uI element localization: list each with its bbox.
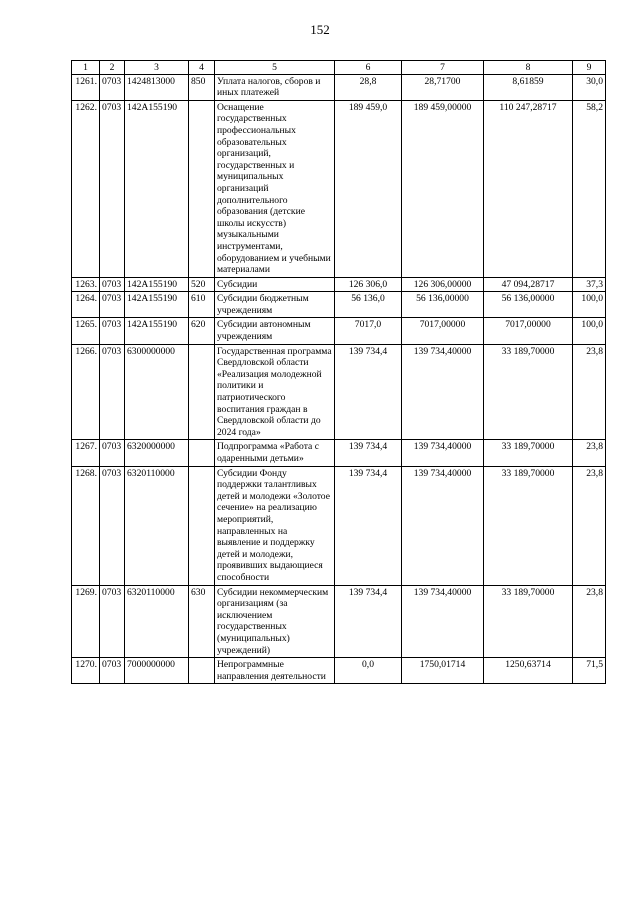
target-article-cell: 7000000000 [125,658,189,684]
section-code-cell: 0703 [100,658,125,684]
executed-amount-cell: 1250,63714 [484,658,573,684]
approved-amount-cell: 7017,00000 [402,318,484,344]
execution-percent-cell: 23,8 [573,585,606,658]
column-header: 6 [335,61,402,75]
execution-percent-cell: 58,2 [573,100,606,277]
executed-amount-cell: 56 136,00000 [484,292,573,318]
table-header-row [72,61,606,75]
row-number-cell: 1264. [72,292,100,318]
section-code-cell: 0703 [100,318,125,344]
executed-amount-cell: 33 189,70000 [484,466,573,585]
row-number-cell: 1269. [72,585,100,658]
row-number-cell: 1267. [72,440,100,466]
column-header: 3 [125,61,189,75]
approved-amount-cell: 56 136,00000 [402,292,484,318]
expense-type-cell: 520 [189,277,215,292]
expense-type-cell: 850 [189,74,215,100]
approved-amount-cell: 189 459,00000 [402,100,484,277]
expense-type-cell: 630 [189,585,215,658]
budget-table [71,60,606,684]
table-row [72,318,606,344]
row-number-cell: 1263. [72,277,100,292]
executed-amount-cell: 8,61859 [484,74,573,100]
target-article-cell: 1424813000 [125,74,189,100]
approved-amount-cell: 139 734,40000 [402,344,484,440]
row-number-cell: 1266. [72,344,100,440]
table-row [72,440,606,466]
table-row [72,466,606,585]
approved-amount-cell: 126 306,00000 [402,277,484,292]
execution-percent-cell: 71,5 [573,658,606,684]
column-header: 8 [484,61,573,75]
section-code-cell: 0703 [100,440,125,466]
item-name-cell: Субсидии Фонду поддержки талантливых детей и молодежи «Золотое сечение» на реализацию мероприятий, направленных на выявление и поддержку детей и молодежи, проявивших выдающиеся способности [215,466,335,585]
column-header: 7 [402,61,484,75]
target-article-cell: 142A155190 [125,292,189,318]
planned-amount-cell: 28,8 [335,74,402,100]
execution-percent-cell: 37,3 [573,277,606,292]
item-name-cell: Уплата налогов, сборов и иных платежей [215,74,335,100]
column-header: 4 [189,61,215,75]
target-article-cell: 6320000000 [125,440,189,466]
planned-amount-cell: 56 136,0 [335,292,402,318]
item-name-cell: Субсидии автономным учреждениям [215,318,335,344]
planned-amount-cell: 189 459,0 [335,100,402,277]
planned-amount-cell: 7017,0 [335,318,402,344]
table-row [72,658,606,684]
approved-amount-cell: 139 734,40000 [402,585,484,658]
section-code-cell: 0703 [100,466,125,585]
table-row [72,292,606,318]
section-code-cell: 0703 [100,292,125,318]
target-article-cell: 6320110000 [125,585,189,658]
approved-amount-cell: 1750,01714 [402,658,484,684]
executed-amount-cell: 110 247,28717 [484,100,573,277]
expense-type-cell [189,466,215,585]
table-row [72,585,606,658]
section-code-cell: 0703 [100,74,125,100]
section-code-cell: 0703 [100,585,125,658]
executed-amount-cell: 33 189,70000 [484,440,573,466]
row-number-cell: 1265. [72,318,100,344]
planned-amount-cell: 0,0 [335,658,402,684]
target-article-cell: 142A155190 [125,318,189,344]
column-header: 2 [100,61,125,75]
executed-amount-cell: 7017,00000 [484,318,573,344]
target-article-cell: 142A155190 [125,277,189,292]
executed-amount-cell: 47 094,28717 [484,277,573,292]
column-header: 1 [72,61,100,75]
item-name-cell: Непрограммные направления деятельности [215,658,335,684]
item-name-cell: Оснащение государственных профессиональных образовательных организаций, государственных и муниципальных организаций дополнительного образования (детские школы искусств) музыкальными инструментами, оборудованием и учебными материалами [215,100,335,277]
expense-type-cell [189,344,215,440]
target-article-cell: 6300000000 [125,344,189,440]
row-number-cell: 1261. [72,74,100,100]
table-row [72,344,606,440]
page-number: 152 [310,22,330,37]
executed-amount-cell: 33 189,70000 [484,585,573,658]
column-header: 5 [215,61,335,75]
planned-amount-cell: 126 306,0 [335,277,402,292]
item-name-cell: Подпрограмма «Работа с одаренными детьми» [215,440,335,466]
planned-amount-cell: 139 734,4 [335,344,402,440]
section-code-cell: 0703 [100,100,125,277]
column-header: 9 [573,61,606,75]
execution-percent-cell: 23,8 [573,440,606,466]
row-number-cell: 1268. [72,466,100,585]
table-row [72,100,606,277]
section-code-cell: 0703 [100,344,125,440]
expense-type-cell [189,100,215,277]
table-row [72,277,606,292]
approved-amount-cell: 139 734,40000 [402,440,484,466]
execution-percent-cell: 23,8 [573,466,606,585]
approved-amount-cell: 28,71700 [402,74,484,100]
section-code-cell: 0703 [100,277,125,292]
expense-type-cell: 610 [189,292,215,318]
expense-type-cell [189,440,215,466]
expense-type-cell [189,658,215,684]
item-name-cell: Субсидии некоммерческим организациям (за исключением государственных (муниципальных) учреждений) [215,585,335,658]
execution-percent-cell: 100,0 [573,318,606,344]
execution-percent-cell: 30,0 [573,74,606,100]
approved-amount-cell: 139 734,40000 [402,466,484,585]
item-name-cell: Субсидии бюджетным учреждениям [215,292,335,318]
planned-amount-cell: 139 734,4 [335,585,402,658]
execution-percent-cell: 23,8 [573,344,606,440]
expense-type-cell: 620 [189,318,215,344]
planned-amount-cell: 139 734,4 [335,440,402,466]
planned-amount-cell: 139 734,4 [335,466,402,585]
item-name-cell: Субсидии [215,277,335,292]
item-name-cell: Государственная программа Свердловской области «Реализация молодежной политики и патриотического воспитания граждан в Свердловской области до 2024 года» [215,344,335,440]
execution-percent-cell: 100,0 [573,292,606,318]
target-article-cell: 142A155190 [125,100,189,277]
row-number-cell: 1270. [72,658,100,684]
row-number-cell: 1262. [72,100,100,277]
table-row [72,74,606,100]
executed-amount-cell: 33 189,70000 [484,344,573,440]
target-article-cell: 6320110000 [125,466,189,585]
